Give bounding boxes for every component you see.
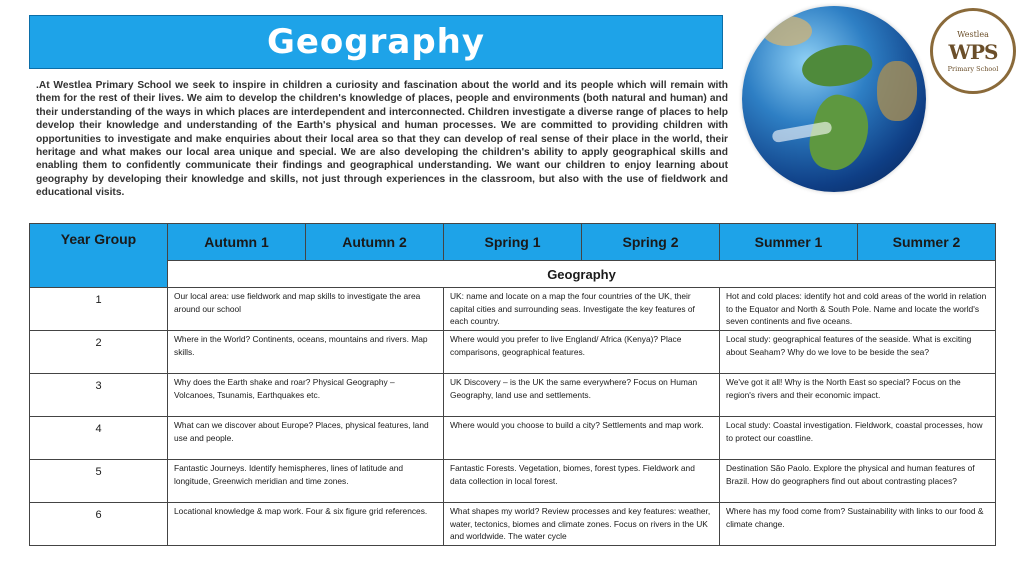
spring-cell: Where would you prefer to live England/ Africa (Kenya)? Place comparisons, geographical features. <box>444 331 720 374</box>
table-row <box>30 460 996 503</box>
autumn-cell: Our local area: use fieldwork and map skills to investigate the area around our school <box>168 288 444 331</box>
intro-paragraph: .At Westlea Primary School we seek to inspire in children a curiosity and fascination about the world and its people which will remain with them for the rest of their lives. We aim to develop the children's knowledge of places, people and environments (both natural and human) and their understanding of the ways in which places are interdependent and interconnected. Children investigate a diverse range of places to help develop their knowledge and understanding of the Earth's physical and human processes. We are committed to providing children with opportunities to investigate and make enquiries about their local area so that they can develop of real sense of their place in the world, their heritage and what makes our local area unique and special. We are also developing the children's ability to apply geographical skills and enabling them to confidently communicate their findings and geographical understanding. We want our children to enjoy learning about geography by developing their knowledge and skills, not just through experiences in the classroom, but also with the use of fieldwork and educational visits. <box>36 80 728 199</box>
school-logo <box>930 8 1016 94</box>
subject-label: Geography <box>168 261 996 288</box>
year-cell: 6 <box>30 503 168 546</box>
term-header: Spring 2 <box>582 224 720 261</box>
summer-cell: Hot and cold places: identify hot and cold areas of the world in relation to the Equator and North & South Pole. Name and locate the world's seven continents and five oceans. <box>720 288 996 331</box>
logo-bottom-text: Primary School <box>947 64 999 73</box>
page-title-banner <box>29 15 723 69</box>
year-cell: 4 <box>30 417 168 460</box>
table-header-row <box>30 224 996 261</box>
term-header: Summer 2 <box>858 224 996 261</box>
table-row <box>30 288 996 331</box>
table-row <box>30 417 996 460</box>
year-cell: 5 <box>30 460 168 503</box>
autumn-cell: Where in the World? Continents, oceans, mountains and rivers. Map skills. <box>168 331 444 374</box>
earth-globe-image <box>742 6 926 192</box>
table-row <box>30 374 996 417</box>
term-header: Autumn 1 <box>168 224 306 261</box>
spring-cell: What shapes my world? Review processes and key features: weather, water, tectonics, biomes and climate zones. Focus on rivers in the UK and worldwide. The water cycle <box>444 503 720 546</box>
summer-cell: Destination São Paolo. Explore the physical and human features of Brazil. How do geographers find out about contrasting places? <box>720 460 996 503</box>
term-header: Summer 1 <box>720 224 858 261</box>
summer-cell: Local study: geographical features of the seaside. What is exciting about Seaham? Why do we love to be beside the sea? <box>720 331 996 374</box>
autumn-cell: Fantastic Journeys. Identify hemispheres, lines of latitude and longitude, Greenwich meridian and time zones. <box>168 460 444 503</box>
table-row <box>30 503 996 546</box>
table-row <box>30 331 996 374</box>
globe-land <box>877 61 917 121</box>
logo-top-text: Westlea <box>957 29 989 39</box>
summer-cell: We've got it all! Why is the North East so special? Focus on the region's rivers and their economic impact. <box>720 374 996 417</box>
curriculum-table <box>29 223 996 546</box>
autumn-cell: Locational knowledge & map work. Four & six figure grid references. <box>168 503 444 546</box>
subject-row <box>30 261 996 288</box>
year-cell: 3 <box>30 374 168 417</box>
spring-cell: Where would you choose to build a city? Settlements and map work. <box>444 417 720 460</box>
page-title: Geography <box>266 22 486 62</box>
spring-cell: Fantastic Forests. Vegetation, biomes, forest types. Fieldwork and data collection in local forest. <box>444 460 720 503</box>
term-header: Spring 1 <box>444 224 582 261</box>
term-header: Autumn 2 <box>306 224 444 261</box>
year-cell: 2 <box>30 331 168 374</box>
spring-cell: UK: name and locate on a map the four countries of the UK, their capital cities and surrounding seas. Investigate the key features of each country. <box>444 288 720 331</box>
summer-cell: Local study: Coastal investigation. Fieldwork, coastal processes, how to protect our coastline. <box>720 417 996 460</box>
summer-cell: Where has my food come from? Sustainability with links to our food & climate change. <box>720 503 996 546</box>
year-cell: 1 <box>30 288 168 331</box>
spring-cell: UK Discovery – is the UK the same everywhere? Focus on Human Geography, land use and settlements. <box>444 374 720 417</box>
globe-land <box>762 16 812 46</box>
autumn-cell: What can we discover about Europe? Places, physical features, land use and people. <box>168 417 444 460</box>
autumn-cell: Why does the Earth shake and roar? Physical Geography – Volcanoes, Tsunamis, Earthquakes etc. <box>168 374 444 417</box>
globe-land <box>798 38 876 95</box>
logo-monogram: WPS <box>948 39 998 64</box>
year-group-header: Year Group <box>30 224 168 288</box>
